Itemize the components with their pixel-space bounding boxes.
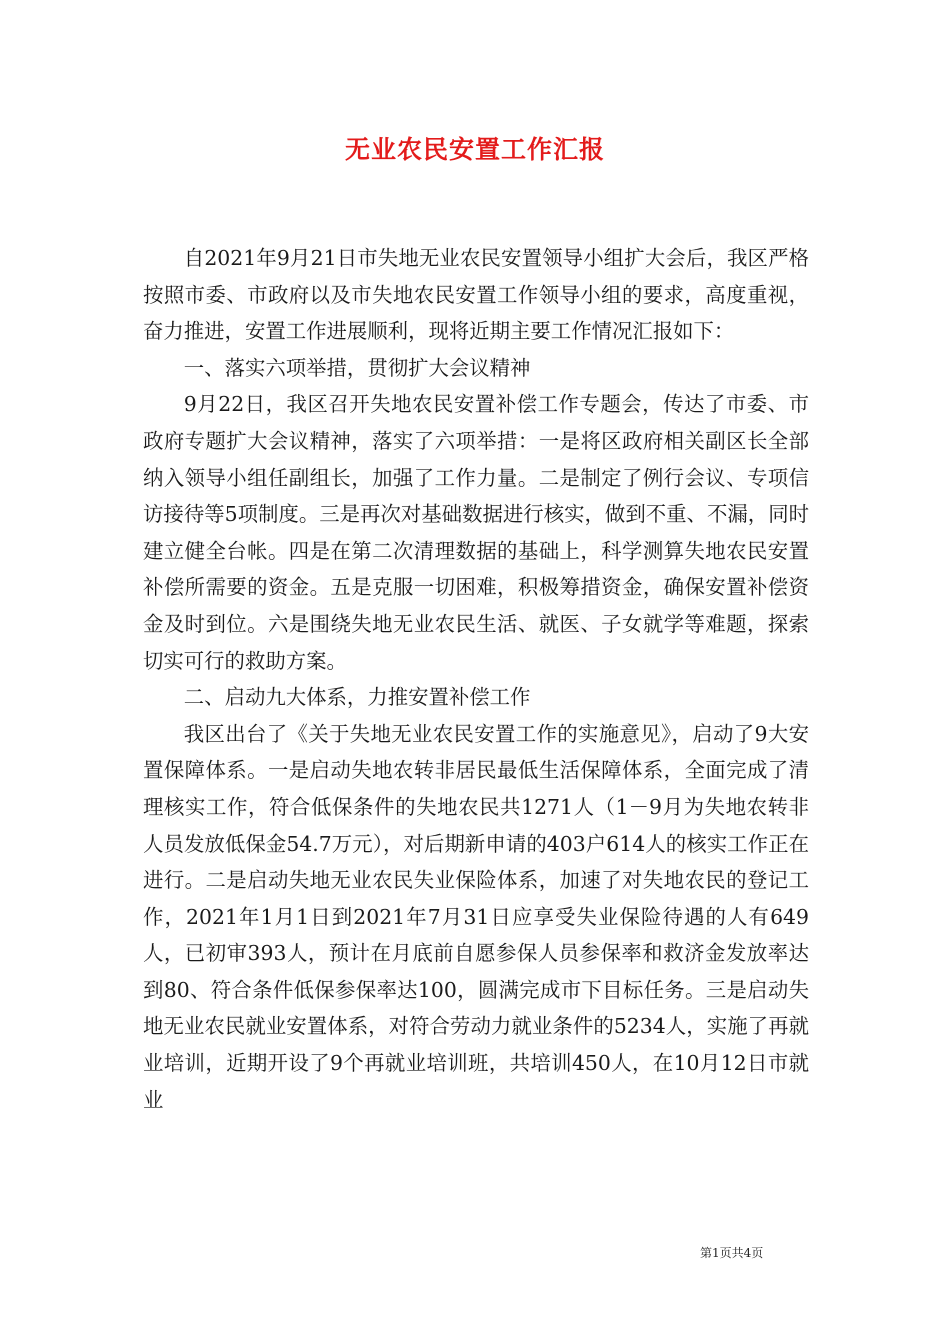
paragraph-section-1: 9月22日，我区召开失地农民安置补偿工作专题会，传达了市委、市政府专题扩大会议精神，落实了六项举措：一是将区政府相关副区长全部纳入领导小组任副组长，加强了工作力量。二是制定了例行会议、专项信访接待等5项制度。三是再次对基础数据进行核实，做到不重、不漏，同时建立健全台帐。四是在第二次清理数据的基础上，科学测算失地农民安置补偿所需要的资金。五是克服一切困难，积极筹措资金，确保安置补偿资金及时到位。六是围绕失地无业农民生活、就医、子女就学等难题，探索切实可行的救助方案。 xyxy=(143,392,809,673)
page-number: 第1页共4页 xyxy=(700,1246,764,1260)
paragraph-intro: 自2021年9月21日市失地无业农民安置领导小组扩大会后，我区严格按照市委、市政府以及市失地农民安置工作领导小组的要求，高度重视，奋力推进，安置工作进展顺利，现将近期主要工作情况汇报如下： xyxy=(143,246,809,344)
paragraph-section-2: 我区出台了《关于失地无业农民安置工作的实施意见》，启动了9大安置保障体系。一是启动失地农转非居民最低生活保障体系，全面完成了清理核实工作，符合低保条件的失地农民共1271人（1－9月为失地农转非人员发放低保金54.7万元），对后期新申请的403户614人的核实工作正在进行。二是启动失地无业农民失业保险体系，加速了对失地农民的登记工作，2021年1月1日到2021年7月31日应享受失业保险待遇的人有649人，已初审393人，预计在月底前自愿参保人员参保率和救济金发放率达到80、符合条件低保参保率达100，圆满完成市下目标任务。三是启动失地无业农民就业安置体系，对符合劳动力就业条件的5234人，实施了再就业培训，近期开设了9个再就业培训班，共培训450人，在10月12日市就业 xyxy=(143,721,809,1112)
document-title: 无业农民安置工作汇报 xyxy=(344,135,605,164)
section-heading-2: 二、启动九大体系，力推安置补偿工作 xyxy=(183,685,531,710)
document-body xyxy=(143,240,809,1118)
section-heading-1: 一、落实六项举措，贯彻扩大会议精神 xyxy=(183,355,531,380)
